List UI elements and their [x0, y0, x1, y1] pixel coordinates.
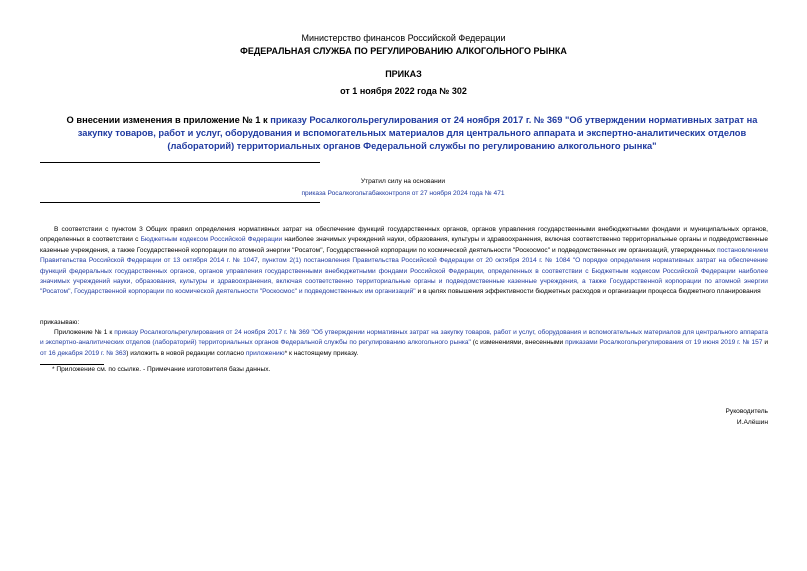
- resolution-1047-link[interactable]: постановлением Правительства Российской Федерации от 13 октября 2014 г. № 1047: [40, 246, 768, 265]
- preamble-text: ,: [257, 257, 263, 265]
- separator-line: [40, 162, 320, 163]
- order-369-link[interactable]: приказу Росалкогольрегулирования от 24 ноября 2017 г. № 369 "Об утверждении нормативных затрат на закупку товаров, работ и услуг, оборудования и вспомогательных материалов для центрального аппарата и экспертно-аналитических отделов (лабораторий) территориальных органов Федеральной службы по регулированию алкогольного рынка": [40, 329, 768, 347]
- order-363-link[interactable]: от 16 декабря 2019 г. № 363: [40, 349, 127, 357]
- order-text: и: [762, 339, 769, 347]
- lost-force-text: Утратил силу на основании: [360, 178, 446, 185]
- separator-line: [40, 202, 320, 203]
- agency-name: ФЕДЕРАЛЬНАЯ СЛУЖБА ПО РЕГУЛИРОВАНИЮ АЛКОГОЛЬНОГО РЫНКА: [240, 46, 567, 56]
- order-157-link[interactable]: приказами Росалкогольрегулирования от 19 июня 2019 г. № 157: [565, 339, 763, 347]
- preamble-text: наиболее значимых учреждений науки, образования, культуры и здравоохранения, включая соответственно территориальные органы и подведомственные казенные учреждения, а также Государственной корпорации по атомной энергии "Росатом", Государственной корпорации по космической деятельности "Роскосмос" и подведомственных им организаций, утвержденных: [40, 236, 768, 254]
- order-text: (с изменениями, внесенными: [470, 339, 566, 347]
- document-heading: [56, 114, 768, 153]
- lost-force-link[interactable]: приказа Росалкогольтабакконтроля от 27 ноября 2024 года № 471: [301, 190, 505, 197]
- orders-word: приказываю:: [40, 319, 80, 326]
- appendix-link[interactable]: приложению: [245, 349, 285, 357]
- order-paragraph: [40, 328, 768, 359]
- document-type: ПРИКАЗ: [385, 69, 422, 79]
- signature-title: Руководитель: [725, 408, 768, 415]
- order-text: * к настоящему приказу.: [284, 349, 359, 357]
- footnote-separator: [40, 364, 104, 365]
- order-text: Приложение № 1 к: [54, 329, 115, 336]
- lost-force-note: [220, 176, 586, 200]
- preamble-paragraph: [40, 225, 768, 298]
- order-text: ) изложить в новой редакции согласно: [126, 349, 246, 357]
- resolution-1084-link[interactable]: пунктом 2(1) постановления Правительства Российской Федерации от 20 октября 2014 г. № 1084 "О порядке определения нормативных затрат на обеспечение функций федеральных государственных органов, органов управления государственными внебюджетными фондами Российской Федерации, определенных в соответствии с Бюджетным кодексом Российской Федерации наиболее значимых учреждений науки, образования, культуры и здравоохранения, включая соответственно территориальные органы и подведомственные казенные учреждения, а также Государственной корпорации по атомной энергии "Росатом", Государственной корпорации по космической деятельности "Роскосмос" и подведомственных им организаций": [40, 257, 768, 296]
- preamble-text: В соответствии с пунктом 3 Общих правил определения нормативных затрат на обеспечение функций государственных органов, органов управления государственными внебюджетными фондами и муниципальных органов, определенных в соответствии с: [40, 226, 768, 244]
- footnote: * Приложение см. по ссылке. - Примечание изготовителя базы данных.: [52, 366, 271, 373]
- signature-name: И.Алёшин: [736, 419, 768, 426]
- budget-code-link[interactable]: Бюджетным кодексом Российской Федерации: [140, 236, 283, 244]
- heading-order-link[interactable]: приказу Росалкогольрегулирования от 24 ноября 2017 г. № 369 "Об утверждении нормативных затрат на закупку товаров, работ и услуг, оборудования и вспомогательных материалов для центрального аппарата и экспертно-аналитических отделов (лабораторий) территориальных органов Федеральной службы по регулированию алкогольного рынка": [77, 115, 758, 151]
- preamble-text: и в целях повышения эффективности бюджетных расходов и организации процесса бюджетного планирования: [415, 288, 761, 296]
- heading-prefix: О внесении изменения в приложение № 1 к: [66, 115, 271, 125]
- document-date: от 1 ноября 2022 года № 302: [340, 86, 467, 96]
- ministry-name: Министерство финансов Российской Федерации: [301, 33, 506, 43]
